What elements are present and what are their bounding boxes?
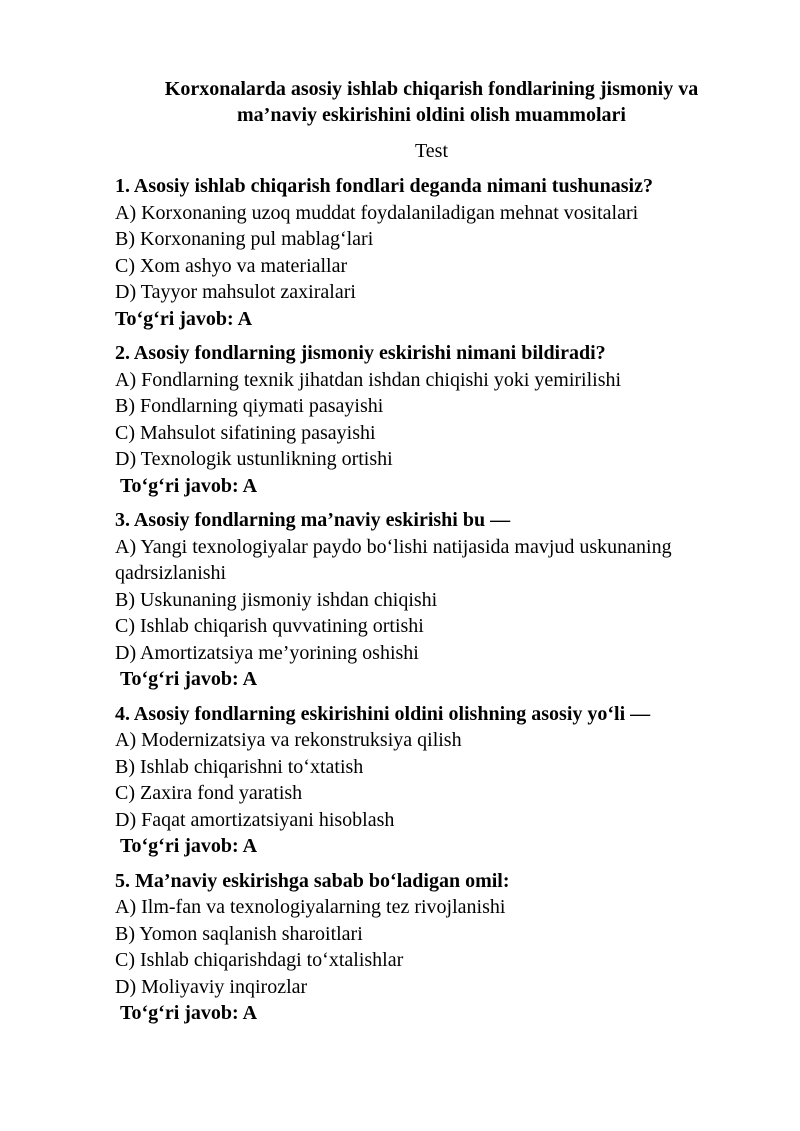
option-b: B) Fondlarning qiymati pasayishi	[115, 395, 384, 417]
document-page	[115, 76, 720, 1027]
correct-answer: To‘g‘ri javob: A	[120, 474, 258, 497]
option-c: C) Ishlab chiqarish quvvatining ortishi	[115, 615, 424, 637]
option-d: D) Tayyor mahsulot zaxiralari	[115, 281, 356, 303]
question-2	[115, 340, 720, 499]
question-text: 3. Asosiy fondlarning ma’naviy eskirishi bu —	[115, 509, 511, 531]
option-b: B) Ishlab chiqarishni to‘xtatish	[115, 755, 364, 778]
option-d: D) Texnologik ustunlikning ortishi	[115, 448, 393, 470]
correct-answer: To‘g‘ri javob: A	[120, 668, 258, 690]
option-a: A) Fondlarning texnik jihatdan ishdan chiqishi yoki yemirilishi	[115, 368, 622, 391]
question-text: 5. Ma’naviy eskirishga sabab bo‘ladigan omil:	[115, 869, 510, 892]
document-subtitle: Test	[414, 140, 449, 162]
option-b: B) Uskunaning jismoniy ishdan chiqishi	[115, 588, 438, 611]
option-c: C) Zaxira fond yaratish	[115, 782, 303, 804]
option-a: A) Korxonaning uzoq muddat foydalaniladigan mehnat vositalari	[115, 201, 639, 224]
option-a: A) Ilm-fan va texnologiyalarning tez rivojlanishi	[115, 896, 506, 918]
question-3	[115, 507, 720, 693]
correct-answer: To‘g‘ri javob: A	[115, 307, 253, 330]
question-1	[115, 173, 720, 332]
option-c: C) Xom ashyo va materiallar	[115, 254, 348, 277]
option-d: D) Amortizatsiya me’yorining oshishi	[115, 641, 419, 664]
question-text: 1. Asosiy ishlab chiqarish fondlari deganda nimani tushunasiz?	[115, 175, 653, 197]
question-text: 4. Asosiy fondlarning eskirishini oldini olishning asosiy yo‘li —	[115, 702, 651, 725]
option-d: D) Faqat amortizatsiyani hisoblash	[115, 808, 395, 831]
question-5	[115, 868, 720, 1027]
option-c: C) Ishlab chiqarishdagi to‘xtalishlar	[115, 949, 404, 971]
correct-answer: To‘g‘ri javob: A	[120, 1002, 258, 1024]
option-a: A) Modernizatsiya va rekonstruksiya qilish	[115, 729, 462, 751]
question-text: 2. Asosiy fondlarning jismoniy eskirishi nimani bildiradi?	[115, 342, 606, 364]
document-title: Korxonalarda asosiy ishlab chiqarish fondlarining jismoniy va ma’naviy eskirishini oldini olish muammolari	[164, 78, 699, 126]
option-d: D) Moliyaviy inqirozlar	[115, 975, 308, 998]
option-a: A) Yangi texnologiyalar paydo bo‘lishi natijasida mavjud uskunaning qadrsizlanishi	[115, 535, 672, 584]
option-b: B) Korxonaning pul mablag‘lari	[115, 228, 374, 250]
correct-answer: To‘g‘ri javob: A	[120, 835, 258, 857]
question-4	[115, 701, 720, 860]
option-c: C) Mahsulot sifatining pasayishi	[115, 421, 376, 444]
option-b: B) Yomon saqlanish sharoitlari	[115, 922, 363, 945]
